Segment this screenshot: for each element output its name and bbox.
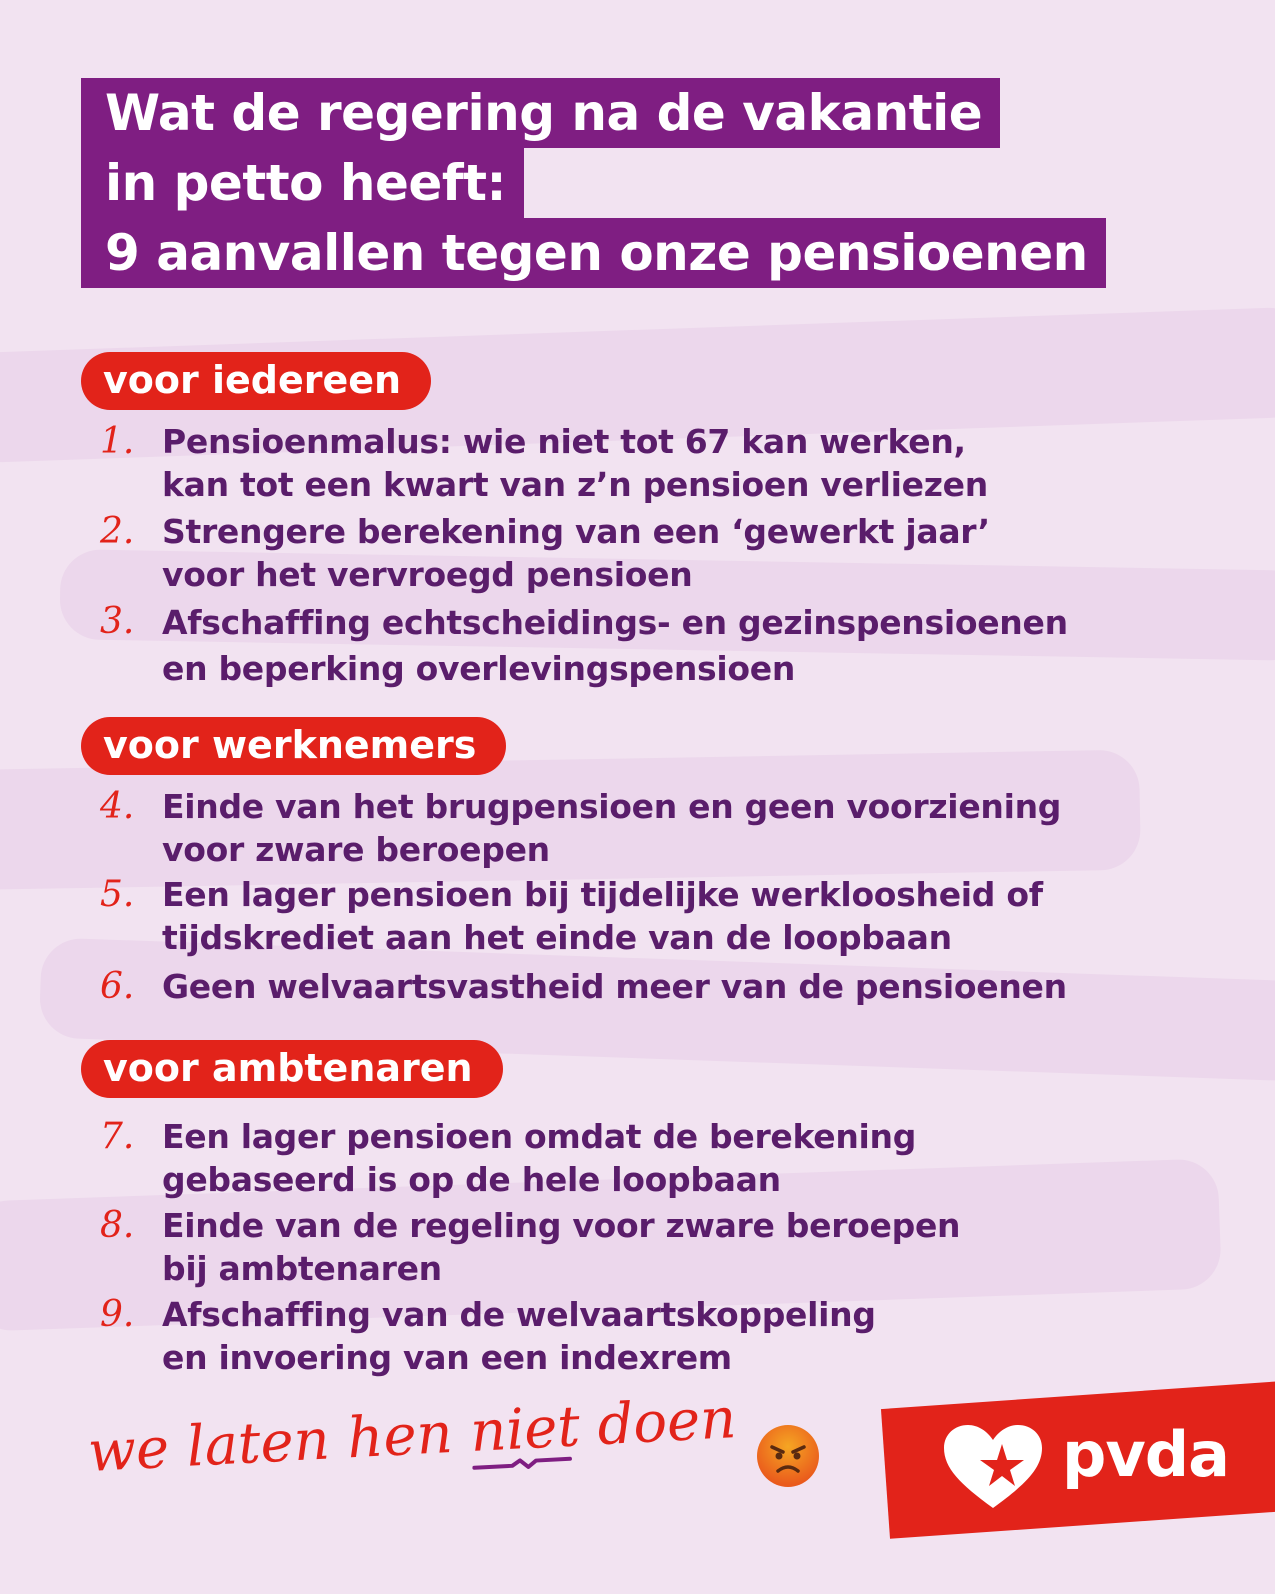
title-line-2: in petto heeft: [81,148,524,218]
item-number: 2. [100,511,135,552]
section-label-everyone: voor iedereen [81,352,431,410]
item-number: 8. [100,1205,135,1246]
list-item [100,873,1220,959]
list-item [100,510,1220,596]
title-line-1: Wat de regering na de vakantie [81,78,1000,148]
section-label-workers: voor werknemers [81,717,506,775]
item-text: Strengere berekening van een ‘gewerkt jaar’ voor het vervroegd pensioen [162,512,990,594]
section-label-civil-servants: voor ambtenaren [81,1040,503,1098]
list-item [100,420,1220,506]
item-number: 9. [100,1294,135,1335]
slogan-part-2: doen [578,1386,738,1460]
item-text: Afschaffing van de welvaartskoppeling en invoering van een indexrem [162,1295,876,1377]
angry-face-icon [757,1425,819,1487]
angry-face-icon-features [757,1425,819,1487]
list-item [100,1115,1220,1201]
item-number: 5. [100,874,135,915]
list-item [100,1204,1220,1290]
title-block [81,78,1106,288]
logo-text: pvda [1062,1418,1230,1491]
list-item [100,1293,1220,1379]
item-text: Pensioenmalus: wie niet tot 67 kan werken, kan tot een kwart van z’n pensioen verliezen [162,422,988,504]
item-text: Geen welvaartsvastheid meer van de pensioenen [162,967,1067,1006]
item-number: 1. [100,421,135,462]
list-item [100,965,1220,1008]
list-item [100,785,1220,871]
item-number: 4. [100,786,135,827]
slogan-emphasis [469,1394,582,1465]
item-number: 7. [100,1116,135,1157]
item-text: Einde van de regeling voor zware beroepen bij ambtenaren [162,1206,961,1288]
item-number: 6. [100,966,135,1007]
heart-star-icon [940,1422,1046,1512]
item-text: Een lager pensioen omdat de berekening gebaseerd is op de hele loopbaan [162,1117,917,1199]
slogan-emphasis-text: niet [468,1394,582,1465]
slogan-part-1: we laten hen [86,1400,472,1485]
item-text: Afschaffing echtscheidings- en gezinspensioenen en beperking overlevingspensioen [162,603,1068,688]
item-text: Einde van het brugpensioen en geen voorziening voor zware beroepen [162,787,1062,869]
title-line-3: 9 aanvallen tegen onze pensioenen [81,218,1106,288]
item-number: 3. [100,601,135,642]
list-item [100,600,1220,692]
item-text: Een lager pensioen bij tijdelijke werkloosheid of tijdskrediet aan het einde van de loopbaan [162,875,1043,957]
slogan [86,1386,737,1485]
